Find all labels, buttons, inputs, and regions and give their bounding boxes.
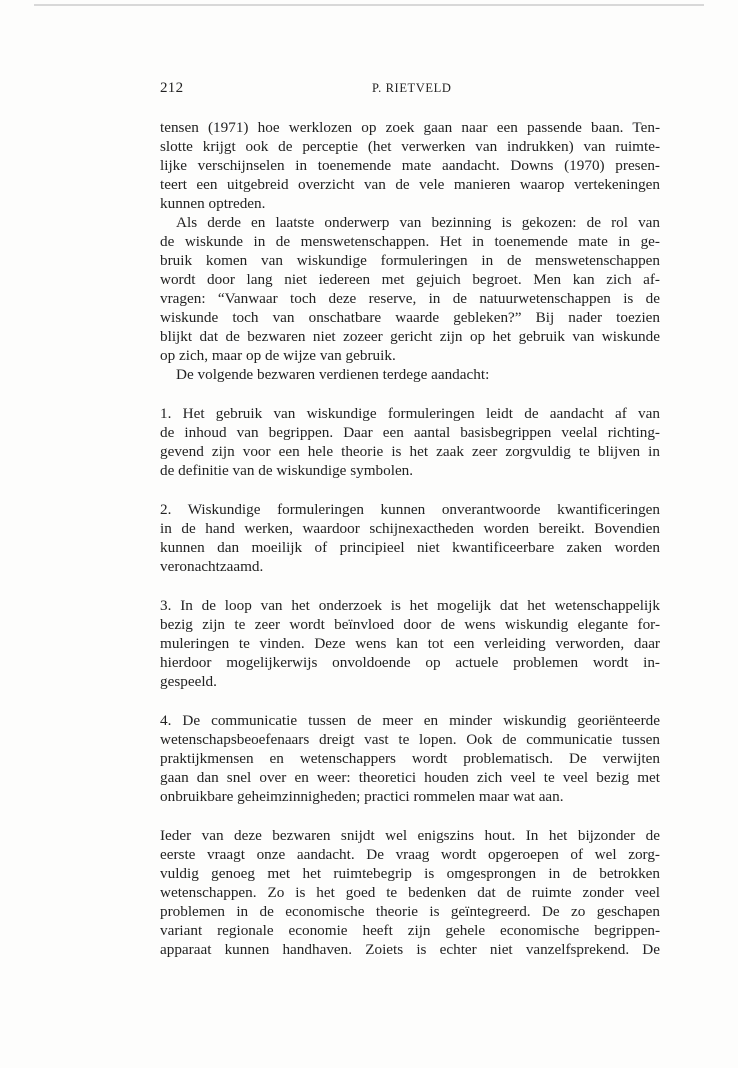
text-line: gevend zijn voor een hele theorie is het zaak zeer zorgvuldig te blijven in: [160, 443, 660, 460]
body-text: [160, 118, 660, 959]
text-line: Ieder van deze bezwaren snijdt wel enigszins hout. In het bijzonder de: [160, 827, 660, 844]
text-line: apparaat kunnen handhaven. Zoiets is echter niet vanzelfsprekend. De: [160, 941, 660, 958]
text-line: de inhoud van begrippen. Daar een aantal basisbegrippen veelal richting-: [160, 424, 660, 441]
text-line: kunnen dan moeilijk of principieel niet kwantificeerbare zaken worden: [160, 539, 660, 556]
text-line: in de hand werken, waardoor schijnexactheden worden bereikt. Bovendien: [160, 520, 660, 537]
text-line: 1. Het gebruik van wiskundige formuleringen leidt de aandacht af van: [160, 405, 660, 422]
text-line: veronachtzaamd.: [160, 558, 264, 575]
text-line: gespeeld.: [160, 673, 217, 690]
text-line: wetenschappen. Zo is het goed te bedenken dat de ruimte zonder veel: [160, 884, 660, 901]
text-line: vuldig genoeg met het ruimtebegrip is omgesprongen in de betrokken: [160, 865, 660, 882]
objection-item-1: [160, 404, 660, 480]
text-line: 3. In de loop van het onderzoek is het mogelijk dat het wetenschappelijk: [160, 597, 660, 614]
page-edge-rule: [34, 4, 704, 6]
text-line: lijke verschijnselen in toenemende mate aandacht. Downs (1970) presen-: [160, 157, 660, 174]
text-line: variant regionale economie heeft zijn gehele economische begrippen-: [160, 922, 660, 939]
text-line: wordt door lang niet iedereen met gejuich begroet. Men kan zich af-: [160, 271, 660, 288]
text-line: 4. De communicatie tussen de meer en minder wiskundig georiënteerde: [160, 712, 660, 729]
text-line: praktijkmensen en wetenschappers wordt problematisch. De verwijten: [160, 750, 660, 767]
text-line: hierdoor mogelijkerwijs onvoldoende op actuele problemen wordt in-: [160, 654, 660, 671]
text-line: bezig zijn te zeer wordt beïnvloed door de wens wiskundig elegante for-: [160, 616, 660, 633]
objection-item-4: [160, 711, 660, 806]
paragraph-discussion: [160, 826, 660, 959]
text-line: bruik komen van wiskundige formuleringen in de menswetenschappen: [160, 252, 660, 269]
text-line: eerste vraagt onze aandacht. De vraag wordt opgeroepen of wel zorg-: [160, 846, 660, 863]
text-line: vragen: “Vanwaar toch deze reserve, in de natuurwetenschappen is de: [160, 290, 660, 307]
page-number: 212: [160, 80, 184, 96]
text-line: teert een uitgebreid overzicht van de vele manieren waarop vertekeningen: [160, 176, 660, 193]
running-head: P. RIETVELD: [372, 81, 452, 95]
text-line: de definitie van de wiskundige symbolen.: [160, 462, 414, 479]
page-header: [160, 80, 660, 102]
text-line: de wiskunde in de menswetenschappen. Het in toenemende mate in ge-: [160, 233, 660, 250]
text-line: wetenschapsbeoefenaars dreigt vast te lopen. Ook de communicatie tussen: [160, 731, 660, 748]
text-line: onbruikbare geheimzinnigheden; practici rommelen maar wat aan.: [160, 788, 564, 805]
text-line: 2. Wiskundige formuleringen kunnen onverantwoorde kwantificeringen: [160, 501, 660, 518]
text-line: De volgende bezwaren verdienen terdege aandacht:: [176, 366, 490, 383]
objection-item-2: [160, 500, 660, 576]
paragraph-objections-intro: [160, 365, 660, 384]
text-line: problemen in de economische theorie is geïntegreerd. De zo geschapen: [160, 903, 660, 920]
text-line: tensen (1971) hoe werklozen op zoek gaan naar een passende baan. Ten-: [160, 119, 660, 136]
paragraph-continuation: [160, 118, 660, 213]
text-line: wiskunde toch van onschatbare waarde gebleken?” Bij nader toezien: [160, 309, 660, 326]
text-line: muleringen te vinden. Deze wens kan tot een verleiding verworden, daar: [160, 635, 660, 652]
text-line: slotte krijgt ook de perceptie (het verwerken van indrukken) van ruimte-: [160, 138, 660, 155]
text-line: op zich, maar op de wijze van gebruik.: [160, 347, 396, 364]
text-line: blijkt dat de bezwaren niet zozeer gericht zijn op het gebruik van wiskunde: [160, 328, 660, 345]
text-line: Als derde en laatste onderwerp van bezinning is gekozen: de rol van: [176, 214, 660, 231]
text-line: gaan dan snel over en weer: theoretici houden zich veel te veel bezig met: [160, 769, 660, 786]
objection-item-3: [160, 596, 660, 691]
text-line: kunnen optreden.: [160, 195, 266, 212]
paragraph-mathematics: [160, 213, 660, 365]
